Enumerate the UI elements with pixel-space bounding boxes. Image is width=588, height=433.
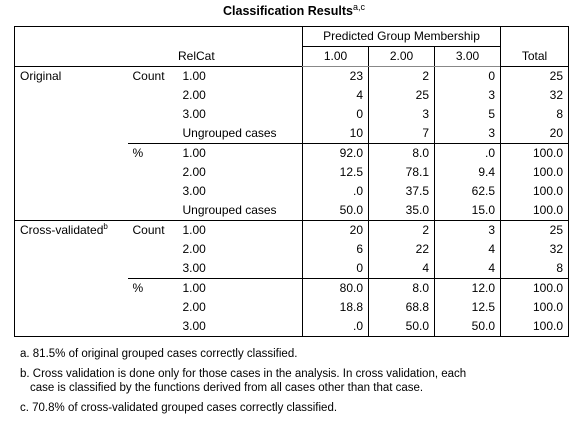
cell-value: 92.0 <box>303 144 369 164</box>
cell-total: 25 <box>501 221 569 241</box>
row-category: 1.00 <box>178 279 303 299</box>
cell-value: 3 <box>435 86 501 105</box>
original-count-label: Count <box>128 67 178 144</box>
classification-results-table <box>14 26 569 337</box>
cell-value: 8.0 <box>369 279 435 299</box>
row-category: 2.00 <box>182 88 206 102</box>
cell-value: 50.0 <box>435 317 501 337</box>
col-header-100: 1.00 <box>303 47 369 67</box>
cross-validated-superscript: b <box>103 222 108 231</box>
cell-total: 8 <box>501 105 569 124</box>
cell-value: 62.5 <box>435 182 501 201</box>
cell-value: 37.5 <box>369 182 435 201</box>
cell-value: .0 <box>303 317 369 337</box>
table-row <box>15 67 569 87</box>
cell-value: 9.4 <box>435 163 501 182</box>
cell-total: 100.0 <box>501 163 569 182</box>
row-category: Ungrouped cases <box>182 203 277 217</box>
cell-value: .0 <box>435 144 501 164</box>
cell-value: 5 <box>435 105 501 124</box>
cell-value: 12.5 <box>435 298 501 317</box>
cell-value: 10 <box>303 124 369 144</box>
table-title <box>0 3 588 19</box>
col-header-300: 3.00 <box>435 47 501 67</box>
row-category: 2.00 <box>182 165 206 179</box>
cell-total: 100.0 <box>501 144 569 164</box>
cell-value: 0 <box>435 67 501 87</box>
row-category: 2.00 <box>182 242 206 256</box>
cross-validated-count-label: Count <box>128 221 178 279</box>
cross-validated-label <box>15 221 128 337</box>
cell-value: 2 <box>369 67 435 87</box>
cell-total: 100.0 <box>501 182 569 201</box>
cell-total: 100.0 <box>501 279 569 299</box>
cell-value: 20 <box>303 221 369 241</box>
relcat-header: RelCat <box>178 49 215 63</box>
cell-value: 23 <box>303 67 369 87</box>
cell-total: 8 <box>501 259 569 279</box>
row-category: 3.00 <box>182 184 206 198</box>
col-header-200: 2.00 <box>369 47 435 67</box>
original-pct-label: % <box>128 144 178 221</box>
cross-validated-pct-label: % <box>128 279 178 337</box>
cell-total: 25 <box>501 67 569 87</box>
cell-total: 20 <box>501 124 569 144</box>
cell-value: 4 <box>369 259 435 279</box>
cell-value: 4 <box>435 259 501 279</box>
original-label: Original <box>15 67 128 221</box>
cell-value: 12.0 <box>435 279 501 299</box>
cell-value: 0 <box>303 105 369 124</box>
cell-value: 25 <box>369 86 435 105</box>
row-category: 1.00 <box>178 221 303 241</box>
row-category: 3.00 <box>182 107 206 121</box>
footnote-c: c. 70.8% of cross-validated grouped cases correctly classified. <box>20 402 338 414</box>
cell-total: 32 <box>501 86 569 105</box>
cell-value: 68.8 <box>369 298 435 317</box>
cell-value: 4 <box>303 86 369 105</box>
cell-value: 4 <box>435 240 501 259</box>
table-row <box>15 221 569 241</box>
cell-value: 2 <box>369 221 435 241</box>
row-category: 1.00 <box>178 144 303 164</box>
cell-value: 80.0 <box>303 279 369 299</box>
cell-total: 100.0 <box>501 201 569 221</box>
row-category: 3.00 <box>182 261 206 275</box>
footnote-a: a. 81.5% of original grouped cases correctly classified. <box>20 348 298 360</box>
cross-validated-label-text: Cross-validated <box>20 223 104 237</box>
cell-total: 32 <box>501 240 569 259</box>
table-title-superscript: a,c <box>352 2 365 12</box>
cell-value: 6 <box>303 240 369 259</box>
header-row-1 <box>15 27 569 47</box>
cell-total: 100.0 <box>501 298 569 317</box>
cell-value: 3 <box>369 105 435 124</box>
footnote-b-line2: case is classified by the functions derived from all cases other than that case. <box>30 382 424 394</box>
footnote-b <box>20 367 580 395</box>
header-corner-cell <box>15 27 303 67</box>
cell-value: 3 <box>435 221 501 241</box>
cell-value: 50.0 <box>303 201 369 221</box>
total-header: Total <box>501 27 569 67</box>
cell-total: 100.0 <box>501 317 569 337</box>
predicted-group-header: Predicted Group Membership <box>303 27 501 47</box>
cell-value: 78.1 <box>369 163 435 182</box>
cell-value: 8.0 <box>369 144 435 164</box>
row-category: 2.00 <box>182 300 206 314</box>
table-title-text: Classification Results <box>223 4 353 18</box>
cell-value: 3 <box>435 124 501 144</box>
cell-value: 18.8 <box>303 298 369 317</box>
cell-value: 12.5 <box>303 163 369 182</box>
cell-value: 22 <box>369 240 435 259</box>
cell-value: 35.0 <box>369 201 435 221</box>
footnote-b-line1: b. Cross validation is done only for those cases in the analysis. In cross validation, each <box>20 368 467 380</box>
cell-value: 15.0 <box>435 201 501 221</box>
row-category: 3.00 <box>178 317 303 337</box>
cell-value: 50.0 <box>369 317 435 337</box>
row-category: 1.00 <box>178 67 303 87</box>
cell-value: .0 <box>303 182 369 201</box>
cell-value: 7 <box>369 124 435 144</box>
row-category: Ungrouped cases <box>182 126 277 140</box>
footnotes <box>20 347 580 421</box>
cell-value: 0 <box>303 259 369 279</box>
